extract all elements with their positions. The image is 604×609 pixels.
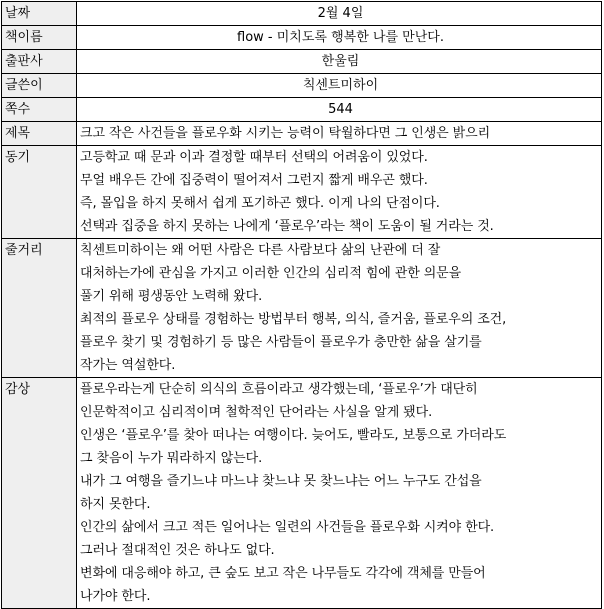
- row-label-motivation: 동기: [2, 146, 77, 239]
- row-label-impression: 감상: [2, 378, 77, 609]
- table-row: [2, 122, 602, 146]
- synopsis-line: 칙센트미하이는 왜 어떤 사람은 다른 사람보다 삶의 난관에 더 잘: [80, 243, 441, 258]
- row-label-book-title: 책이름: [2, 26, 77, 50]
- row-label-author: 글쓴이: [2, 74, 77, 98]
- motivation-value: [77, 146, 602, 239]
- row-label-synopsis: 줄거리: [2, 239, 77, 378]
- table-row: [2, 74, 602, 98]
- date-value: 2월 4일: [77, 2, 602, 26]
- impression-line: 내가 그 여행을 즐기느냐 마느냐 찾느냐 못 찾느냐는 어느 누구도 간섭을: [80, 474, 482, 489]
- synopsis-line: 플로우 찾기 및 경험하기 등 많은 사람들이 플로우가 충만한 삶을 살기를: [80, 335, 482, 350]
- book-title-value: flow - 미치도록 행복한 나를 만난다.: [77, 26, 602, 50]
- impression-line: 변화에 대응해야 하고, 큰 숲도 보고 작은 나무들도 각각에 객체를 만들어: [80, 566, 486, 581]
- table-row: [2, 2, 602, 26]
- synopsis-value: [77, 239, 602, 378]
- impression-line: 그 찾음이 누가 뭐라하지 않는다.: [80, 451, 263, 466]
- table-row: [2, 50, 602, 74]
- subject-line: 크고 작은 사건들을 플로우화 시키는 능력이 탁월하다면 그 인생은 밝으리: [80, 126, 491, 141]
- motivation-line: 고등학교 때 문과 이과 결정할 때부터 선택의 어려움이 있었다.: [80, 150, 428, 165]
- table-row: [2, 26, 602, 50]
- publisher-value: 한울림: [77, 50, 602, 74]
- synopsis-line: 작가는 역설한다.: [80, 358, 176, 373]
- synopsis-line: 풀기 위해 평생동안 노력해 왔다.: [80, 289, 263, 304]
- table-row: [2, 378, 602, 609]
- motivation-line: 즉, 몰입을 하지 못해서 쉽게 포기하곤 했다. 이게 나의 단점이다.: [80, 196, 440, 211]
- impression-value: [77, 378, 602, 609]
- synopsis-line: 최적의 플로우 상태를 경험하는 방법부터 행복, 의식, 즐거움, 플로우의 조건,: [80, 312, 507, 327]
- impression-line: 그러나 절대적인 것은 하나도 없다.: [80, 543, 275, 558]
- impression-line: 인생은 ‘플로우’를 찾아 떠나는 여행이다. 늦어도, 빨라도, 보통으로 가더라도: [80, 428, 507, 443]
- impression-line: 하지 못한다.: [80, 497, 151, 512]
- synopsis-line: 대처하는가에 관심을 가지고 이러한 인간의 심리적 힘에 관한 의문을: [80, 266, 462, 281]
- subject-value: [77, 122, 602, 146]
- row-label-date: 날짜: [2, 2, 77, 26]
- impression-line: 인문학적이고 심리적이며 철학적인 단어라는 사실을 알게 됐다.: [80, 405, 433, 420]
- table-row: [2, 146, 602, 239]
- book-report-table: [1, 1, 602, 609]
- motivation-line: 선택과 집중을 하지 못하는 나에게 ‘플로우’라는 책이 도움이 될 거라는 것.: [80, 219, 494, 234]
- impression-line: 플로우라는게 단순히 의식의 흐름이라고 생각했는데, ‘플로우’가 대단히: [80, 382, 478, 397]
- impression-line: 인간의 삶에서 크고 적든 일어나는 일련의 사건들을 플로우화 시켜야 한다.: [80, 520, 495, 535]
- author-value: 칙센트미하이: [77, 74, 602, 98]
- impression-line: 나가야 한다.: [80, 589, 151, 604]
- table-row: [2, 239, 602, 378]
- row-label-pages: 쪽수: [2, 98, 77, 122]
- table-row: [2, 98, 602, 122]
- motivation-line: 무얼 배우든 간에 집중력이 떨어져서 그런지 짧게 배우곤 했다.: [80, 173, 428, 188]
- pages-value: 544: [77, 98, 602, 122]
- row-label-subject: 제목: [2, 122, 77, 146]
- row-label-publisher: 출판사: [2, 50, 77, 74]
